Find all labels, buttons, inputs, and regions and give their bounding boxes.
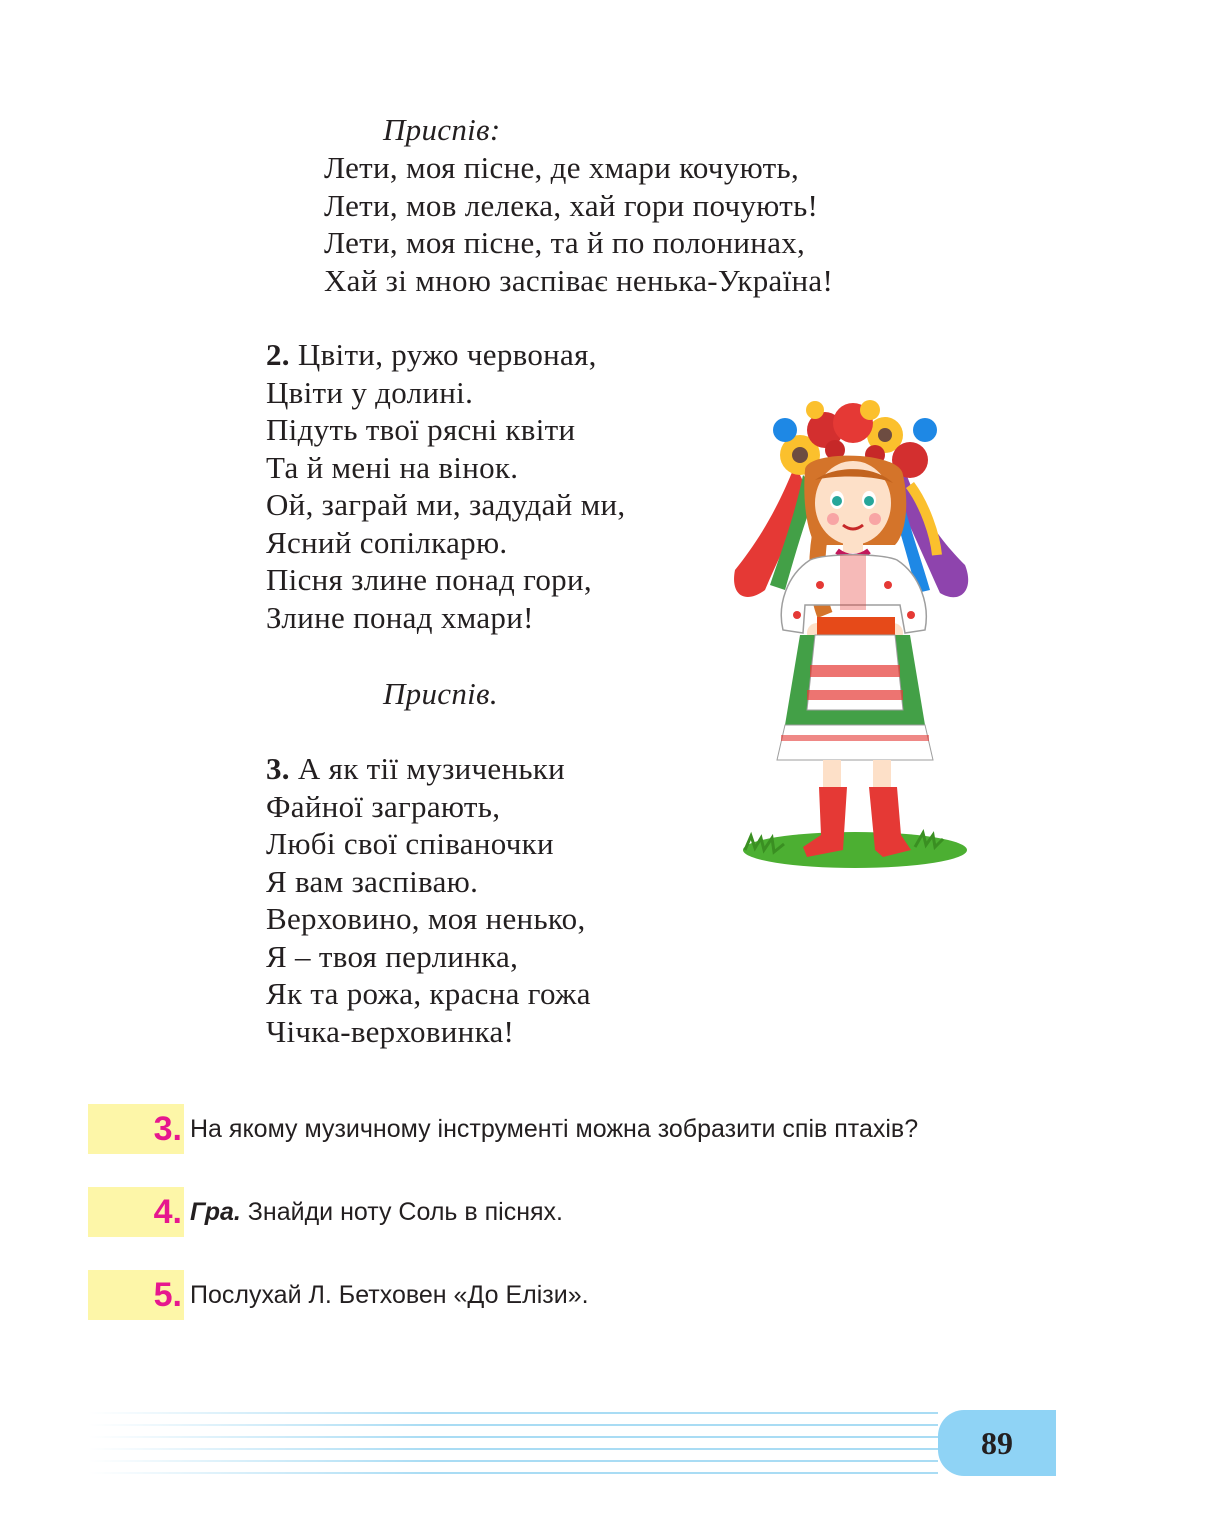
- verse-line: [266, 336, 625, 374]
- task-number: 4.: [153, 1192, 182, 1231]
- verse-line: Ясний сопілкарю.: [266, 524, 508, 560]
- task-number: 5.: [153, 1275, 182, 1314]
- verse-number: 3.: [266, 751, 290, 786]
- verse-line: Злине понад хмари!: [266, 599, 534, 635]
- verse-line: Цвіти у долині.: [266, 374, 474, 410]
- footer-stripe: [88, 1424, 938, 1426]
- footer-stripe: [88, 1448, 938, 1450]
- verse-3: [266, 750, 591, 1050]
- task-text: [190, 1281, 589, 1310]
- task-5: [88, 1270, 589, 1320]
- verse-line: Верховино, моя ненько,: [266, 901, 586, 936]
- verse-line: Та й мені на вінок.: [266, 449, 519, 485]
- verse-line: Файної заграють,: [266, 788, 501, 824]
- verse-line: Ой, заграй ми, задудай ми,: [266, 487, 626, 522]
- page-number-tab: [938, 1410, 1056, 1476]
- task-number-box: [88, 1270, 184, 1320]
- verse-2: [266, 336, 625, 636]
- chorus-line: Лети, моя пісне, де хмари кочують,: [324, 150, 800, 185]
- footer-stripe: [88, 1472, 938, 1474]
- chorus-label: Приспів:: [383, 112, 501, 147]
- verse-first-line: Цвіти, ружо червоная,: [297, 337, 597, 372]
- task-number: 3.: [153, 1109, 182, 1148]
- task-body: На якому музичному інструменті можна зобразити спів птахів?: [190, 1114, 919, 1143]
- task-body: Послухай Л. Бетховен «До Елізи».: [190, 1280, 589, 1309]
- task-number-box: [88, 1104, 184, 1154]
- chorus-lines: [324, 149, 833, 299]
- verse-line: Як та рожа, красна гожа: [266, 976, 591, 1011]
- verse-first-line: А як тії музиченьки: [297, 751, 566, 786]
- verse-line: Любі свої співаночки: [266, 826, 554, 861]
- task-text: [190, 1115, 918, 1144]
- verse-line: Підуть твої рясні квіти: [266, 412, 576, 447]
- chorus-line: Лети, мов лелека, хай гори почують!: [324, 187, 819, 223]
- task-number-box: [88, 1187, 184, 1237]
- task-text: [190, 1198, 563, 1227]
- verse-line: Чічка-верховинка!: [266, 1013, 515, 1049]
- footer-stripe: [88, 1412, 938, 1414]
- task-4: [88, 1187, 563, 1237]
- verse-line: Пісня злине понад гори,: [266, 562, 592, 597]
- footer-stripe: [88, 1436, 938, 1438]
- verse-line: Я вам заспіваю.: [266, 863, 479, 899]
- task-body: Знайди ноту Соль в піснях.: [247, 1197, 563, 1226]
- verse-line: [266, 750, 591, 788]
- chorus-repeat-label: Приспів.: [383, 676, 498, 711]
- page-number: 89: [981, 1424, 1013, 1461]
- footer-stripe: [88, 1460, 938, 1462]
- girl-illustration: [725, 395, 980, 875]
- verse-line: Я – твоя перлинка,: [266, 938, 519, 974]
- task-3: [88, 1104, 918, 1154]
- task-lead: Гра.: [190, 1197, 241, 1226]
- chorus-line: Хай зі мною заспіває ненька-Україна!: [324, 262, 834, 298]
- verse-number: 2.: [266, 337, 290, 372]
- chorus-line: Лети, моя пісне, та й по полонинах,: [324, 225, 806, 260]
